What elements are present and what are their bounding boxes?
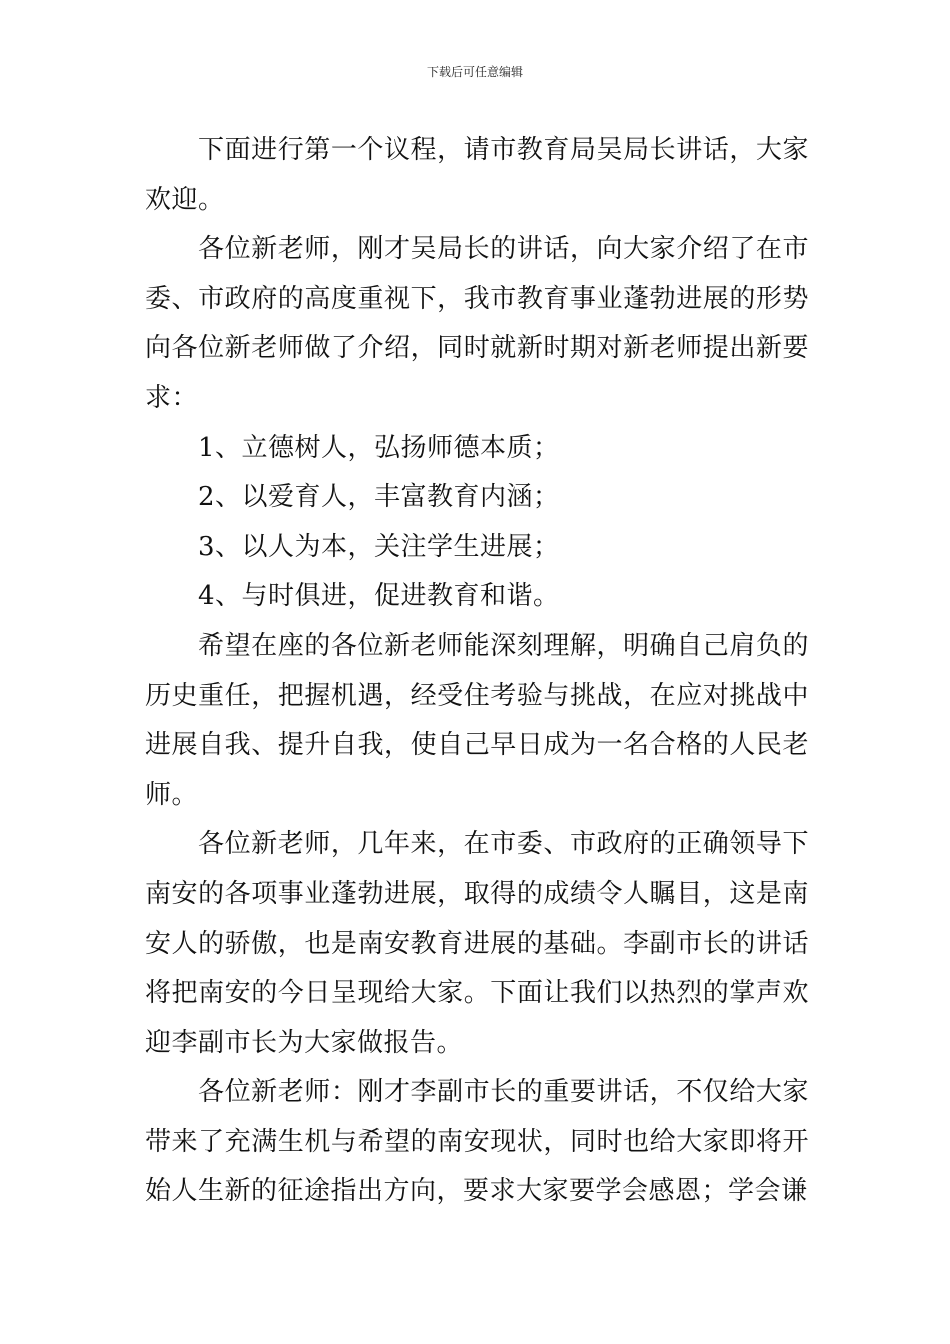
list-item-1: 1、立德树人，弘扬师德本质； (198, 432, 560, 463)
paragraph-vice-mayor-summary: 各位新老师：刚才李副市长的重要讲话，不仅给大家带来了充满生机与希望的南安现状，同时也给大家即将开始人生新的征途指出方向，要求大家要学会感恩；学会谦 (145, 1077, 809, 1207)
paragraph-director-summary: 各位新老师，刚才吴局长的讲话，向大家介绍了在市委、市政府的高度重视下，我市教育事业蓬勃进展的形势向各位新老师做了介绍，同时就新时期对新老师提出新要求： (145, 234, 809, 413)
list-item-2: 2、以爱育人，丰富教育内涵； (198, 482, 560, 513)
paragraph-agenda-intro: 下面进行第一个议程，请市教育局吴局长讲话，大家欢迎。 (145, 135, 809, 215)
list-item-4: 4、与时俱进，促进教育和谐。 (198, 581, 560, 612)
paragraph-vice-mayor-intro: 各位新老师，几年来，在市委、市政府的正确领导下南安的各项事业蓬勃进展，取得的成绩令人瞩目，这是南安人的骄傲，也是南安教育进展的基础。李副市长的讲话将把南安的今日呈现给大家。下面让我们以热烈的掌声欢迎李副市长为大家做报告。 (145, 829, 809, 1058)
list-item-3: 3、以人为本，关注学生进展； (198, 531, 560, 562)
page-header: 下载后可任意编辑 (426, 65, 523, 79)
document-body (145, 126, 809, 1217)
paragraph-expectations: 希望在座的各位新老师能深刻理解，明确自己肩负的历史重任，把握机遇，经受住考验与挑战，在应对挑战中进展自我、提升自我，使自己早日成为一名合格的人民老师。 (145, 630, 809, 810)
